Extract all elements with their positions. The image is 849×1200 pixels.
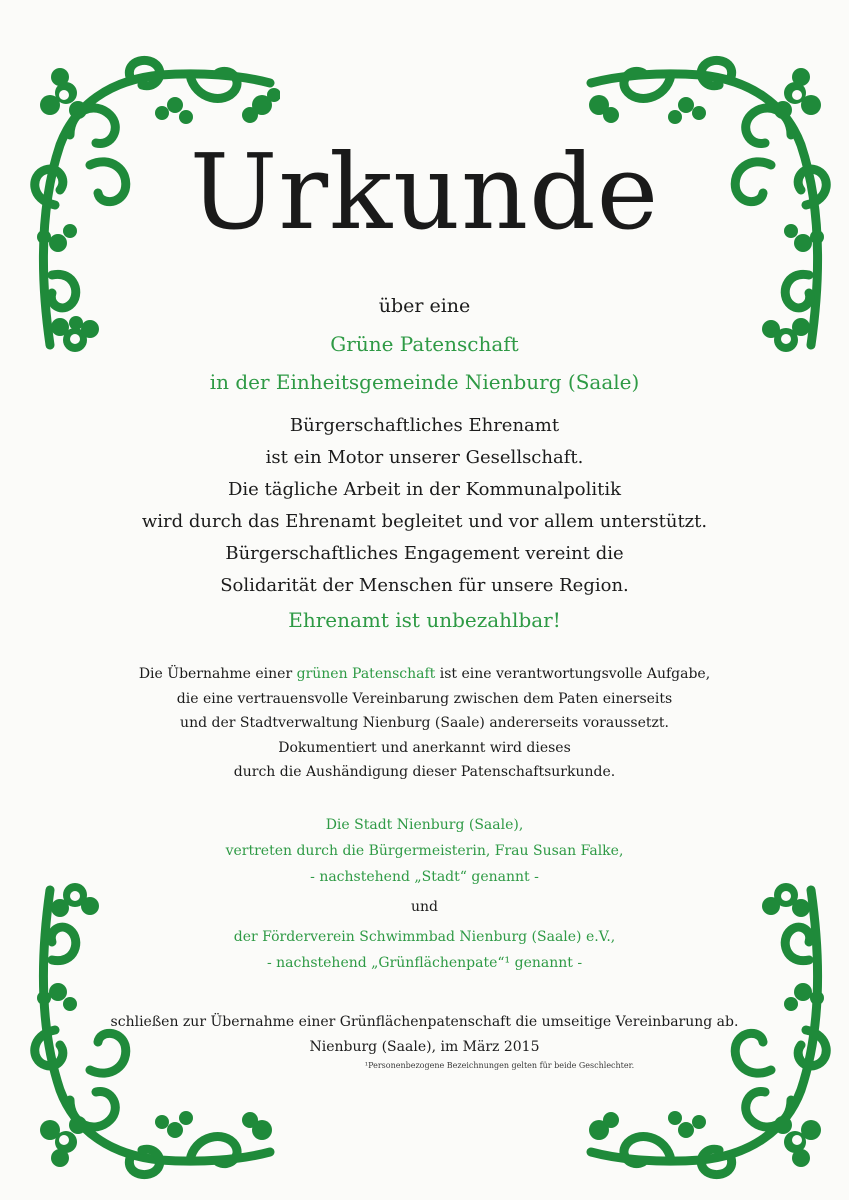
motto-line: Die tägliche Arbeit in der Kommunalpolitik: [227, 479, 622, 500]
intro-line-2: Grüne Patenschaft: [330, 332, 519, 356]
parties-block: [0, 812, 849, 976]
intro-line-3: in der Einheitsgemeinde Nienburg (Saale): [209, 370, 640, 394]
closing-block: [0, 1010, 849, 1072]
motto-line: Bürgerschaftliches Engagement vereint die: [225, 543, 624, 564]
motto-block: [0, 410, 849, 638]
motto-line: wird durch das Ehrenamt begleitet und vor allem unterstützt.: [141, 511, 708, 532]
closing-line-1: schließen zur Übernahme einer Grünflächenpatenschaft die umseitige Vereinbarung ab.: [110, 1014, 739, 1030]
paragraph-line-1-end: ist eine verantwortungsvolle Aufgabe,: [435, 666, 711, 682]
motto-highlight: Ehrenamt ist unbezahlbar!: [288, 608, 561, 632]
city-line-2: vertreten durch die Bürgermeisterin, Frau Susan Falke,: [225, 843, 624, 859]
gender-footnote: ¹Personenbezogene Bezeichnungen gelten für beide Geschlechter.: [364, 1061, 635, 1070]
paragraph-line-4: Dokumentiert und anerkannt wird dieses: [278, 739, 571, 756]
paragraph-line-2: die eine vertrauensvolle Vereinbarung zwischen dem Paten einerseits: [176, 690, 673, 707]
paragraph-line-1-start: Die Übernahme einer: [138, 666, 297, 682]
sponsorship-paragraph: [0, 662, 849, 785]
city-line-3: - nachstehend „Stadt“ genannt -: [310, 869, 539, 885]
intro-block: [0, 287, 849, 401]
association-line-1: der Förderverein Schwimmbad Nienburg (Saale) e.V.,: [233, 929, 616, 945]
city-line-1: Die Stadt Nienburg (Saale),: [325, 817, 524, 833]
and-word: und: [411, 899, 438, 915]
place-date: Nienburg (Saale), im März 2015: [309, 1039, 540, 1055]
paragraph-line-1: [0, 662, 849, 687]
motto-line: Solidarität der Menschen für unsere Region.: [220, 575, 629, 596]
paragraph-green-phrase: grünen Patenschaft: [296, 666, 436, 682]
motto-line: ist ein Motor unserer Gesellschaft.: [265, 447, 584, 468]
motto-line: Bürgerschaftliches Ehrenamt: [289, 415, 560, 436]
paragraph-line-3: und der Stadtverwaltung Nienburg (Saale) andererseits voraussetzt.: [180, 715, 669, 731]
intro-line-1: über eine: [378, 295, 471, 317]
document-title: Urkunde: [189, 131, 660, 253]
association-line-2: - nachstehend „Grünflächenpate“¹ genannt -: [266, 955, 583, 971]
paragraph-line-5: durch die Aushändigung dieser Patenschaftsurkunde.: [233, 764, 616, 780]
